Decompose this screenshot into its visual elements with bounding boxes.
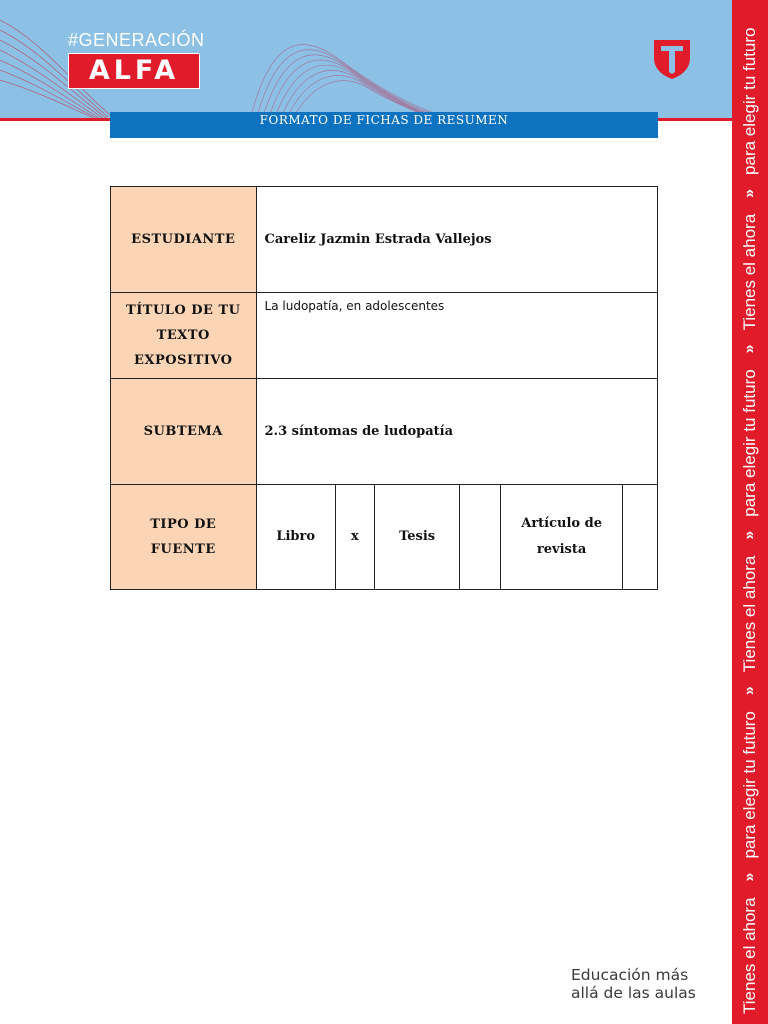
option-article-mark [622, 485, 657, 590]
double-arrow-icon: » [741, 532, 758, 540]
option-book-label: Libro [256, 485, 335, 590]
brand-logo [68, 30, 205, 89]
source-type-label: TIPO DE FUENTE [111, 485, 257, 590]
footer-line: Educación más [571, 966, 689, 984]
summary-form-table [110, 186, 658, 590]
student-label: ESTUDIANTE [111, 187, 257, 293]
slogan-text: para elegir tu futuro [740, 369, 759, 517]
title-value: La ludopatía, en adolescentes [256, 293, 657, 379]
option-article-label: Artículo de revista [501, 485, 622, 590]
option-thesis-mark [460, 485, 501, 590]
slogan-text: Tienes el ahora [740, 213, 759, 331]
form-title: FORMATO DE FICHAS DE RESUMEN [110, 112, 658, 138]
double-arrow-icon: » [741, 190, 758, 198]
subtopic-value: 2.3 síntomas de ludopatía [256, 379, 657, 485]
table-row [111, 485, 658, 590]
table-row [111, 293, 658, 379]
option-book-mark: x [335, 485, 374, 590]
side-slogan-strip [732, 0, 768, 1024]
footer-tagline [571, 966, 696, 1002]
table-row [111, 187, 658, 293]
double-arrow-icon: » [741, 346, 758, 354]
option-thesis-label: Tesis [374, 485, 459, 590]
table-row [111, 379, 658, 485]
double-arrow-icon: » [741, 688, 758, 696]
student-value: Careliz Jazmin Estrada Vallejos [256, 187, 657, 293]
footer-line: allá de las aulas [571, 984, 696, 1002]
subtopic-label: SUBTEMA [111, 379, 257, 485]
slogan-text: para elegir tu futuro [740, 27, 759, 175]
brand-hashtag: #GENERACIÓN [68, 30, 205, 50]
slogan-text: para elegir tu futuro [740, 711, 759, 859]
title-label: TÍTULO DE TU TEXTO EXPOSITIVO [111, 293, 257, 379]
header-banner [0, 0, 732, 120]
slogan-text: Tienes el ahora [740, 555, 759, 673]
slogan-text: Tienes el ahora [740, 897, 759, 1014]
university-shield-icon [652, 38, 692, 80]
double-arrow-icon: » [741, 874, 758, 882]
side-slogan [732, 0, 768, 1024]
brand-name: ALFA [68, 53, 200, 89]
